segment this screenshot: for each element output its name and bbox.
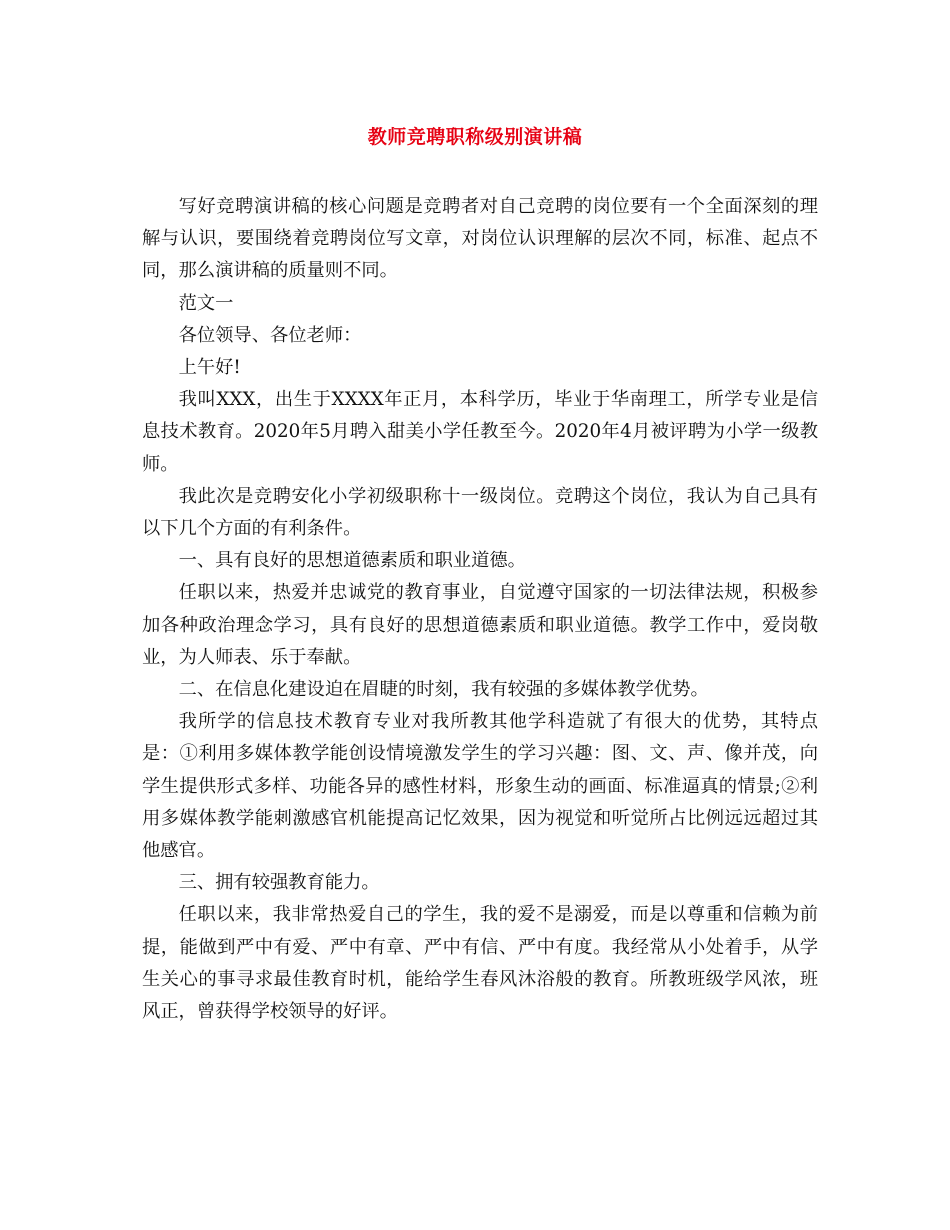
paragraph-salutation: 各位领导、各位老师： — [178, 324, 362, 346]
paragraph-heading-1: 一、具有良好的思想道德素质和职业道德。 — [178, 550, 526, 572]
paragraph-section-3: 任职以来，我非常热爱自己的学生，我的爱不是溺爱，而是以尊重和信赖为前提，能做到严中有爱、严中有章、严中有信、严中有度。我经常从小处着手，从学生关心的事寻求最佳教育时机，能给学生春风沐浴般的教育。所教班级学风浓，班风正，曾获得学校领导的好评。 — [142, 904, 818, 1023]
paragraph-heading-3: 三、拥有较强教育能力。 — [178, 872, 380, 894]
paragraph-sample-label: 范文一 — [178, 292, 234, 314]
paragraph-heading-2: 二、在信息化建设迫在眉睫的时刻，我有较强的多媒体教学优势。 — [178, 679, 709, 701]
document-title: 教师竞聘职称级别演讲稿 — [367, 126, 583, 148]
paragraph-position: 我此次是竞聘安化小学初级职称十一级岗位。竞聘这个岗位，我认为自己具有以下几个方面的有利条件。 — [142, 485, 818, 540]
document-body — [142, 191, 818, 1028]
paragraph-self-introduction: 我叫XXX，出生于XXXX年正月，本科学历，毕业于华南理工，所学专业是信息技术教育。2020年5月聘入甜美小学任教至今。2020年4月被评聘为小学一级教师。 — [142, 389, 818, 475]
paragraph-section-2: 我所学的信息技术教育专业对我所教其他学科造就了有很大的优势，其特点是：①利用多媒体教学能创设情境激发学生的学习兴趣：图、文、声、像并茂，向学生提供形式多样、功能各异的感性材料，形象生动的画面、标准逼真的情景;②利用多媒体教学能刺激感官机能提高记忆效果，因为视觉和听觉所占比例远远超过其他感官。 — [142, 711, 818, 862]
paragraph-greeting: 上午好! — [178, 357, 241, 379]
paragraph-intro: 写好竞聘演讲稿的核心问题是竞聘者对自己竞聘的岗位要有一个全面深刻的理解与认识，要围绕着竞聘岗位写文章，对岗位认识理解的层次不同，标准、起点不同，那么演讲稿的质量则不同。 — [142, 196, 818, 282]
paragraph-section-1: 任职以来，热爱并忠诚党的教育事业，自觉遵守国家的一切法律法规，积极参加各种政治理念学习，具有良好的思想道德素质和职业道德。教学工作中，爱岗敬业，为人师表、乐于奉献。 — [142, 582, 818, 668]
